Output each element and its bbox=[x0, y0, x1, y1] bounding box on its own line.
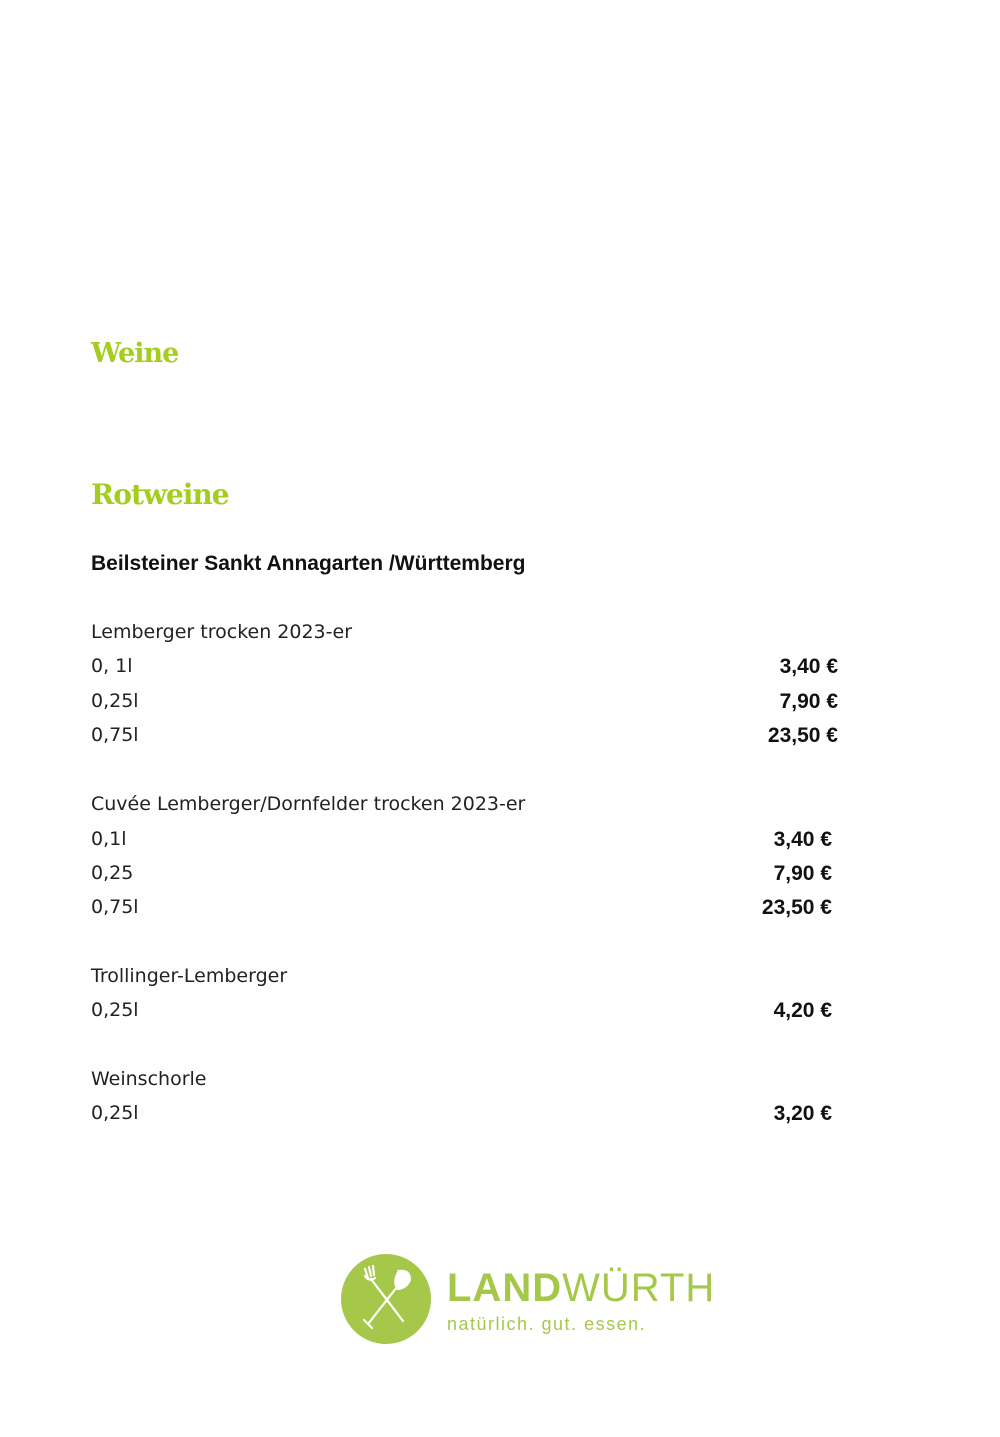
price-row bbox=[91, 828, 832, 854]
wine-name: Trollinger-Lemberger bbox=[91, 965, 288, 987]
price-row bbox=[91, 999, 832, 1025]
bottle-size: 0,25l bbox=[91, 690, 139, 712]
price: 3,20 € bbox=[773, 1102, 832, 1125]
price: 3,40 € bbox=[779, 655, 838, 678]
bottle-size: 0,25 bbox=[91, 862, 134, 884]
landwuerth-logo bbox=[341, 1254, 721, 1346]
price: 3,40 € bbox=[773, 828, 832, 851]
price-row bbox=[91, 655, 838, 681]
price: 23,50 € bbox=[767, 724, 838, 747]
bottle-size: 0,75l bbox=[91, 724, 139, 746]
logo-wordmark bbox=[447, 1268, 715, 1308]
price: 7,90 € bbox=[773, 862, 832, 885]
price-row bbox=[91, 1102, 832, 1128]
logo-name-bold: LAND bbox=[447, 1266, 563, 1310]
price: 7,90 € bbox=[779, 690, 838, 713]
page-title: Weine bbox=[91, 338, 179, 369]
price-row bbox=[91, 862, 832, 888]
bottle-size: 0,75l bbox=[91, 896, 139, 918]
price-row bbox=[91, 724, 838, 750]
section-title: Rotweine bbox=[91, 478, 229, 511]
price-row bbox=[91, 690, 838, 716]
bottle-size: 0, 1l bbox=[91, 655, 133, 677]
wine-name: Cuvée Lemberger/Dornfelder trocken 2023-er bbox=[91, 793, 526, 815]
bottle-size: 0,1l bbox=[91, 828, 127, 850]
wine-region: Beilsteiner Sankt Annagarten /Württemberg bbox=[91, 552, 526, 575]
wine-name: Weinschorle bbox=[91, 1068, 207, 1090]
logo-name-light: WÜRTH bbox=[562, 1266, 716, 1310]
wine-name: Lemberger trocken 2023-er bbox=[91, 621, 352, 643]
bottle-size: 0,25l bbox=[91, 999, 139, 1021]
price: 4,20 € bbox=[773, 999, 832, 1022]
bottle-size: 0,25l bbox=[91, 1102, 139, 1124]
price: 23,50 € bbox=[761, 896, 832, 919]
logo-badge bbox=[341, 1254, 431, 1344]
logo-tagline: natürlich. gut. essen. bbox=[447, 1314, 647, 1334]
price-row bbox=[91, 896, 832, 922]
fork-and-shovel-icon bbox=[341, 1254, 431, 1344]
